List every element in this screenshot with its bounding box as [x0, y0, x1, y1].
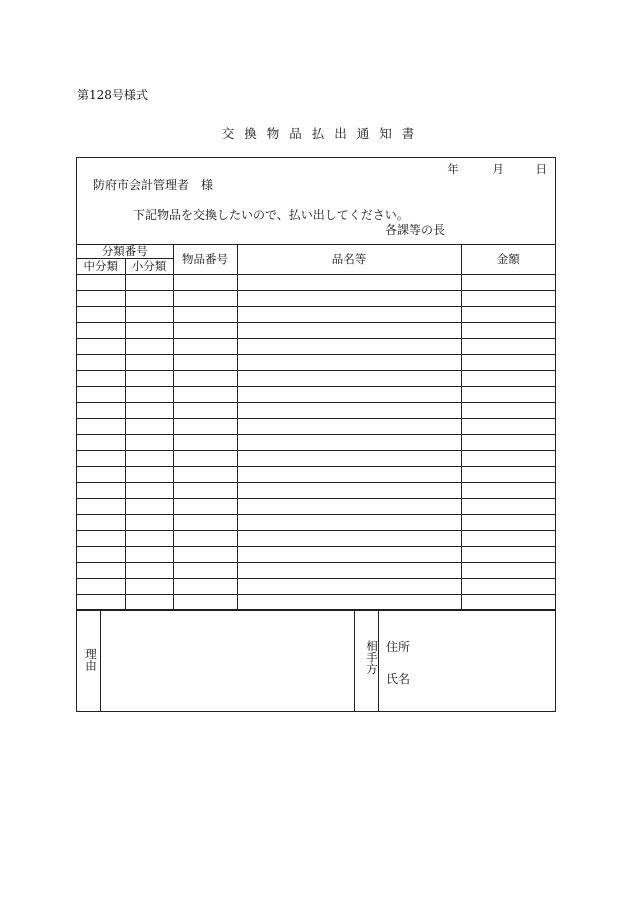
medium-class-cell[interactable]: [77, 515, 125, 531]
counterparty-name-label: 氏名: [386, 672, 411, 686]
small-class-cell[interactable]: [125, 291, 173, 307]
small-class-cell[interactable]: [125, 371, 173, 387]
amount-cell[interactable]: [461, 531, 555, 547]
counterparty-address-label: 住所: [386, 640, 411, 654]
item-number-cell[interactable]: [173, 435, 237, 451]
amount-cell[interactable]: [461, 355, 555, 371]
counterparty-label: 相手方: [365, 640, 379, 675]
form-frame: [76, 157, 556, 712]
item-number-cell[interactable]: [173, 323, 237, 339]
table-row: [77, 435, 555, 451]
item-number-cell[interactable]: [173, 515, 237, 531]
item-name-cell[interactable]: [237, 563, 461, 579]
item-number-cell[interactable]: [173, 499, 237, 515]
date-month-label: 月: [492, 162, 504, 176]
item-name-cell[interactable]: [237, 547, 461, 563]
reason-label: 理由: [84, 648, 98, 671]
item-name-cell[interactable]: [237, 307, 461, 323]
divider-line: [100, 610, 101, 712]
table-row: [77, 307, 555, 323]
table-row: [77, 291, 555, 307]
item-number-cell[interactable]: [173, 275, 237, 291]
small-class-cell[interactable]: [125, 419, 173, 435]
small-class-header: 小分類: [125, 259, 173, 275]
table-row: [77, 483, 555, 499]
amount-cell[interactable]: [461, 275, 555, 291]
item-name-cell[interactable]: [237, 483, 461, 499]
table-row: [77, 515, 555, 531]
item-number-header: 物品番号: [173, 244, 237, 275]
form-header: [77, 158, 555, 245]
item-number-cell[interactable]: [173, 563, 237, 579]
item-name-cell[interactable]: [237, 467, 461, 483]
medium-class-cell[interactable]: [77, 419, 125, 435]
item-number-cell[interactable]: [173, 355, 237, 371]
item-number-cell[interactable]: [173, 531, 237, 547]
medium-class-cell[interactable]: [77, 451, 125, 467]
amount-cell[interactable]: [461, 499, 555, 515]
small-class-cell[interactable]: [125, 451, 173, 467]
item-name-cell[interactable]: [237, 531, 461, 547]
table-row: [77, 419, 555, 435]
medium-class-header: 中分類: [77, 259, 125, 275]
item-number-cell[interactable]: [173, 387, 237, 403]
bottom-section: [77, 609, 555, 712]
item-name-cell[interactable]: [237, 275, 461, 291]
table-row: [77, 403, 555, 419]
amount-cell[interactable]: [461, 483, 555, 499]
table-row: [77, 339, 555, 355]
table-row: [77, 531, 555, 547]
amount-cell[interactable]: [461, 435, 555, 451]
addressee-honorific: 様: [201, 178, 214, 192]
item-number-cell[interactable]: [173, 467, 237, 483]
amount-cell[interactable]: [461, 403, 555, 419]
table-row: [77, 451, 555, 467]
item-name-cell[interactable]: [237, 515, 461, 531]
amount-cell[interactable]: [461, 323, 555, 339]
item-number-cell[interactable]: [173, 403, 237, 419]
small-class-cell[interactable]: [125, 355, 173, 371]
item-name-header: 品名等: [237, 244, 461, 275]
item-number-cell[interactable]: [173, 291, 237, 307]
table-row: [77, 467, 555, 483]
classification-header: 分類番号: [77, 244, 173, 259]
medium-class-cell[interactable]: [77, 387, 125, 403]
medium-class-cell[interactable]: [77, 355, 125, 371]
item-number-cell[interactable]: [173, 419, 237, 435]
item-number-cell[interactable]: [173, 307, 237, 323]
medium-class-cell[interactable]: [77, 467, 125, 483]
divider-line: [354, 610, 355, 712]
amount-cell[interactable]: [461, 451, 555, 467]
table-row: [77, 323, 555, 339]
small-class-cell[interactable]: [125, 403, 173, 419]
amount-cell[interactable]: [461, 339, 555, 355]
medium-class-cell[interactable]: [77, 435, 125, 451]
small-class-cell[interactable]: [125, 579, 173, 595]
requester: 各課等の長: [384, 223, 445, 237]
medium-class-cell[interactable]: [77, 547, 125, 563]
divider-line: [378, 610, 379, 712]
amount-cell[interactable]: [461, 419, 555, 435]
item-name-cell[interactable]: [237, 403, 461, 419]
item-rows: [77, 275, 555, 611]
amount-cell[interactable]: [461, 579, 555, 595]
amount-cell[interactable]: [461, 387, 555, 403]
medium-class-cell[interactable]: [77, 323, 125, 339]
small-class-cell[interactable]: [125, 515, 173, 531]
item-name-cell[interactable]: [237, 323, 461, 339]
medium-class-cell[interactable]: [77, 275, 125, 291]
medium-class-cell[interactable]: [77, 339, 125, 355]
small-class-cell[interactable]: [125, 307, 173, 323]
small-class-cell[interactable]: [125, 563, 173, 579]
date-day-label: 日: [535, 162, 547, 176]
date-year-label: 年: [447, 162, 459, 176]
medium-class-cell[interactable]: [77, 403, 125, 419]
items-table: [77, 244, 555, 611]
amount-cell[interactable]: [461, 291, 555, 307]
item-number-cell[interactable]: [173, 339, 237, 355]
item-name-cell[interactable]: [237, 387, 461, 403]
small-class-cell[interactable]: [125, 435, 173, 451]
addressee: [93, 176, 213, 193]
amount-cell[interactable]: [461, 515, 555, 531]
small-class-cell[interactable]: [125, 547, 173, 563]
date-row: [447, 161, 547, 177]
request-text: 下記物品を交換したいので、払い出してください。: [133, 208, 409, 222]
item-name-cell[interactable]: [237, 499, 461, 515]
item-number-cell[interactable]: [173, 579, 237, 595]
medium-class-cell[interactable]: [77, 483, 125, 499]
amount-header: 金額: [461, 244, 555, 275]
table-row: [77, 547, 555, 563]
item-number-cell[interactable]: [173, 483, 237, 499]
small-class-cell[interactable]: [125, 275, 173, 291]
medium-class-cell[interactable]: [77, 291, 125, 307]
item-name-cell[interactable]: [237, 579, 461, 595]
addressee-name: 防府市会計管理者: [93, 178, 190, 192]
item-name-cell[interactable]: [237, 419, 461, 435]
amount-cell[interactable]: [461, 307, 555, 323]
medium-class-cell[interactable]: [77, 531, 125, 547]
reason-field[interactable]: [102, 610, 354, 712]
amount-cell[interactable]: [461, 547, 555, 563]
small-class-cell[interactable]: [125, 323, 173, 339]
form-number: 第128号様式: [77, 88, 148, 102]
table-row: [77, 499, 555, 515]
amount-cell[interactable]: [461, 371, 555, 387]
small-class-cell[interactable]: [125, 467, 173, 483]
table-row: [77, 371, 555, 387]
small-class-cell[interactable]: [125, 499, 173, 515]
amount-cell[interactable]: [461, 467, 555, 483]
small-class-cell[interactable]: [125, 483, 173, 499]
medium-class-cell[interactable]: [77, 371, 125, 387]
table-row: [77, 355, 555, 371]
table-row: [77, 579, 555, 595]
table-row: [77, 563, 555, 579]
item-name-cell[interactable]: [237, 371, 461, 387]
item-number-cell[interactable]: [173, 451, 237, 467]
item-number-cell[interactable]: [173, 547, 237, 563]
item-name-cell[interactable]: [237, 435, 461, 451]
medium-class-cell[interactable]: [77, 499, 125, 515]
item-name-cell[interactable]: [237, 291, 461, 307]
small-class-cell[interactable]: [125, 531, 173, 547]
item-number-cell[interactable]: [173, 371, 237, 387]
item-name-cell[interactable]: [237, 339, 461, 355]
amount-cell[interactable]: [461, 563, 555, 579]
document-title: 交換物品払出通知書: [221, 126, 425, 141]
item-name-cell[interactable]: [237, 451, 461, 467]
item-name-cell[interactable]: [237, 355, 461, 371]
table-row: [77, 275, 555, 291]
medium-class-cell[interactable]: [77, 579, 125, 595]
table-row: [77, 387, 555, 403]
medium-class-cell[interactable]: [77, 307, 125, 323]
medium-class-cell[interactable]: [77, 563, 125, 579]
small-class-cell[interactable]: [125, 339, 173, 355]
small-class-cell[interactable]: [125, 387, 173, 403]
